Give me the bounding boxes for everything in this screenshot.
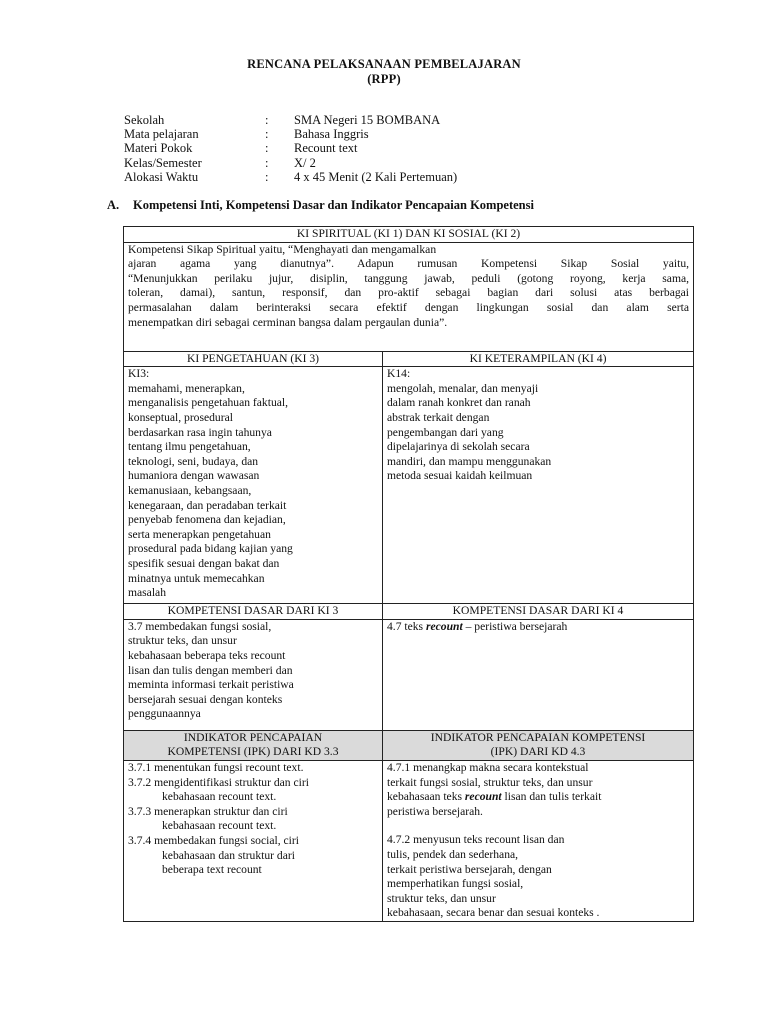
ipk3-header-line: KOMPETENSI (IPK) DARI KD 3.3: [167, 745, 339, 759]
ki4-line: mandiri, dan mampu menggunakan: [387, 454, 552, 468]
info-label: Materi Pokok: [124, 141, 193, 156]
ipk4-line: struktur teks, dan unsur: [387, 891, 496, 905]
ki-spiritual-header: KI SPIRITUAL (KI 1) DAN KI SOSIAL (KI 2): [124, 227, 694, 243]
info-colon: :: [265, 155, 269, 170]
kd3-line: lisan dan tulis dengan memberi dan: [128, 663, 293, 677]
ipk4-header-line: INDIKATOR PENCAPAIAN KOMPETENSI: [430, 730, 646, 744]
ipk3-item-cont: beberapa text recount: [162, 863, 262, 877]
ipk4-suffix: lisan dan tulis terkait: [501, 790, 602, 804]
kd4-prefix: 4.7 teks: [387, 619, 426, 633]
kd4-cell: [383, 619, 694, 730]
ki4-cell: [383, 367, 694, 604]
ki3-line: teknologi, seni, budaya, dan: [128, 454, 259, 468]
ki3-line: memahami, menerapkan,: [128, 381, 245, 395]
info-value: Recount text: [294, 141, 358, 156]
section-a-heading: [107, 198, 534, 213]
ki-spiritual-line: permasalahan dalam berinteraksi secara efektif dengan lingkungan sosial dan alam serta: [128, 300, 690, 314]
info-value: Bahasa Inggris: [294, 127, 369, 142]
kd4-line: [387, 620, 689, 635]
kd3-line: 3.7 membedakan fungsi sosial,: [128, 619, 272, 633]
kd3-cell: [124, 619, 383, 730]
ipk4-line: [387, 790, 689, 805]
ki3-header: KI PENGETAHUAN (KI 3): [124, 351, 383, 367]
kd3-line: struktur teks, dan unsur: [128, 634, 237, 648]
info-value: SMA Negeri 15 BOMBANA: [294, 113, 441, 127]
spacer: [387, 819, 689, 833]
ki-spiritual-line: “Menunjukkan perilaku jujur, disiplin, tanggung jawab, peduli (gotong royong, kerja sama,: [128, 271, 690, 285]
ki3-line: berdasarkan rasa ingin tahunya: [128, 425, 272, 439]
ki3-line: konseptual, prosedural: [128, 410, 233, 424]
ki3-code: KI3:: [128, 367, 150, 381]
ipk3-item: 3.7.2 mengidentifikasi struktur dan ciri: [128, 775, 309, 789]
kd3-line: meminta informasi terkait peristiwa: [128, 678, 294, 692]
ipk4-cell: [383, 760, 694, 921]
ki3-line: minatnya untuk memecahkan: [128, 571, 265, 585]
info-colon: :: [265, 169, 269, 184]
kd4-suffix: – peristiwa bersejarah: [462, 619, 568, 633]
ki-spiritual-line: ajaran agama yang dianutnya”. Adapun rumusan Kompetensi Sikap Sosial yaitu,: [128, 257, 690, 271]
ki3-line: prosedural pada bidang kajian yang: [128, 542, 293, 556]
ipk4-header: [383, 730, 694, 760]
ipk3-item: 3.7.4 membedakan fungsi social, ciri: [128, 833, 299, 847]
ipk4-line: 4.7.1 menangkap makna secara kontekstual: [387, 760, 589, 774]
table-row: [124, 730, 694, 760]
ipk4-emphasis: recount: [464, 790, 502, 804]
ki3-line: tentang ilmu pengetahuan,: [128, 440, 251, 454]
ki-spiritual-line: toleran, damai), santun, responsif, dan pro-aktif sebagai bagian dari solusi atas berbagai: [128, 286, 690, 300]
ki4-line: dipelajarinya di sekolah secara: [387, 440, 530, 454]
ipk4-prefix: kebahasaan teks: [387, 790, 465, 804]
table-row: [124, 619, 694, 730]
info-label: Mata pelajaran: [124, 127, 199, 142]
kd3-header: KOMPETENSI DASAR DARI KI 3: [124, 604, 383, 620]
info-label: Kelas/Semester: [124, 155, 202, 170]
ki-spiritual-line: menempatkan diri sebagai cerminan bangsa dalam pergaulan dunia”.: [128, 315, 448, 329]
ipk3-item-cont: kebahasaan recount text.: [162, 819, 277, 833]
ki4-header: KI KETERAMPILAN (KI 4): [383, 351, 694, 367]
kd3-line: penggunaannya: [128, 707, 201, 721]
info-colon: :: [265, 113, 269, 127]
ipk3-item-cont: kebahasaan dan struktur dari: [162, 848, 295, 862]
ipk3-item: 3.7.1 menentukan fungsi recount text.: [128, 760, 304, 774]
section-letter: A.: [107, 198, 120, 212]
ki4-line: abstrak terkait dengan: [387, 410, 490, 424]
ki3-cell: [124, 367, 383, 604]
info-colon: :: [265, 127, 269, 142]
ipk4-line: kebahasaan, secara benar dan sesuai konteks .: [387, 906, 600, 920]
table-row: [124, 242, 694, 351]
document-subtitle: (RPP): [367, 72, 401, 86]
kd3-line: bersejarah sesuai dengan konteks: [128, 692, 283, 706]
info-value: 4 x 45 Menit (2 Kali Pertemuan): [294, 169, 458, 184]
ki3-line: penyebab fenomena dan kejadian,: [128, 513, 286, 527]
ki4-line: mengolah, menalar, dan menyaji: [387, 381, 539, 395]
ki3-line: menganalisis pengetahuan faktual,: [128, 396, 289, 410]
table-row: [124, 604, 694, 620]
kd4-header: KOMPETENSI DASAR DARI KI 4: [383, 604, 694, 620]
table-row: [124, 227, 694, 243]
info-value: X/ 2: [294, 155, 316, 170]
ipk3-cell: [124, 760, 383, 921]
ipk3-header: [124, 730, 383, 760]
section-title: Kompetensi Inti, Kompetensi Dasar dan Indikator Pencapaian Kompetensi: [133, 198, 534, 212]
ki3-line: serta menerapkan pengetahuan: [128, 527, 271, 541]
ipk4-line: terkait peristiwa bersejarah, dengan: [387, 862, 552, 876]
ki3-line: humaniora dengan wawasan: [128, 469, 260, 483]
ki-spiritual-cell: [124, 242, 694, 351]
ki-spiritual-line: Kompetensi Sikap Spiritual yaitu, “Menghayati dan mengamalkan: [128, 242, 437, 256]
ipk4-line: peristiwa bersejarah.: [387, 804, 483, 818]
ki4-line: metoda sesuai kaidah keilmuan: [387, 469, 533, 483]
info-colon: :: [265, 141, 269, 156]
ki4-code: K14:: [387, 367, 411, 381]
ipk4-line: tulis, pendek dan sederhana,: [387, 847, 519, 861]
kd3-line: kebahasaan beberapa teks recount: [128, 648, 286, 662]
info-label: Sekolah: [124, 113, 165, 127]
ki4-line: dalam ranah konkret dan ranah: [387, 396, 531, 410]
ki4-line: pengembangan dari yang: [387, 425, 504, 439]
ipk3-item-cont: kebahasaan recount text.: [162, 790, 277, 804]
ipk4-line: terkait fungsi sosial, struktur teks, dan unsur: [387, 775, 593, 789]
table-row: [124, 351, 694, 367]
ki3-line: masalah: [128, 586, 166, 600]
info-label: Alokasi Waktu: [124, 169, 199, 184]
competency-table: [123, 226, 694, 922]
ipk4-line: 4.7.2 menyusun teks recount lisan dan: [387, 833, 565, 847]
ipk3-header-line: INDIKATOR PENCAPAIAN: [183, 730, 323, 744]
ki3-line: kenegaraan, dan peradaban terkait: [128, 498, 287, 512]
ipk4-line: memperhatikan fungsi sosial,: [387, 877, 524, 891]
ipk4-header-line: (IPK) DARI KD 4.3: [490, 745, 586, 759]
ki3-line: kemanusiaan, kebangsaan,: [128, 483, 252, 497]
ki3-line: spesifik sesuai dengan bakat dan: [128, 556, 280, 570]
document-title: RENCANA PELAKSANAAN PEMBELAJARAN: [247, 57, 521, 71]
table-row: [124, 760, 694, 921]
ipk3-item: 3.7.3 menerapkan struktur dan ciri: [128, 804, 288, 818]
table-row: [124, 367, 694, 604]
kd4-emphasis: recount: [425, 619, 463, 633]
